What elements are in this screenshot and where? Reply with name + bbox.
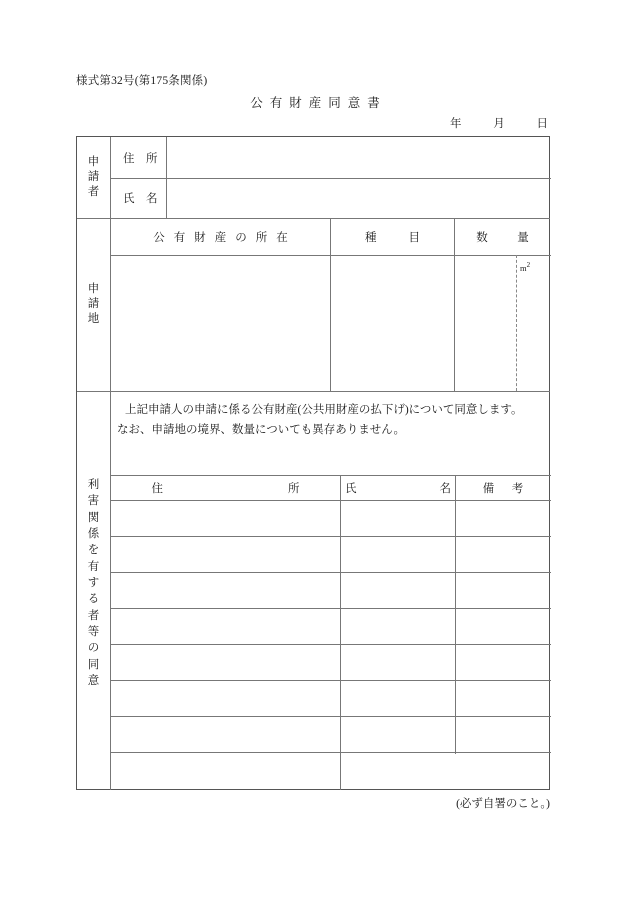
applicant-name-label: 氏 名 <box>123 193 158 205</box>
stakeholder-remarks-field-3[interactable] <box>456 573 550 608</box>
table-row <box>111 537 550 572</box>
land-value-quantity[interactable] <box>455 256 516 391</box>
stakeholder-name-field-4[interactable] <box>341 609 455 644</box>
stakeholder-header-address: 住 所 <box>151 483 334 495</box>
table-row <box>111 609 550 644</box>
stakeholder-remarks-field-1[interactable] <box>456 501 550 536</box>
stake-label-char-1: 害 <box>87 495 100 508</box>
land-unit-exponent: 2 <box>526 261 531 269</box>
applicant-label-char-0: 申 <box>87 156 100 169</box>
stake-label-char-8: 者 <box>87 609 100 622</box>
applicant-name-field[interactable] <box>167 179 550 217</box>
stake-label-char-10: の <box>87 642 100 655</box>
stake-label-char-6: す <box>87 576 100 589</box>
stake-label-char-7: る <box>87 593 100 606</box>
stakeholder-address-field-2[interactable] <box>111 537 340 572</box>
consent-statement-line2: なお、申請地の境界、数量についても異存ありません。 <box>117 424 405 436</box>
stake-label-char-11: 同 <box>87 658 100 671</box>
stakeholder-address-field-7[interactable] <box>111 717 340 752</box>
stakeholder-name-field-5[interactable] <box>341 645 455 680</box>
stakeholder-address-field-8[interactable] <box>111 753 340 790</box>
stakeholder-address-field-3[interactable] <box>111 573 340 608</box>
date-line <box>450 115 548 131</box>
land-header-location: 公有財産の所在 <box>153 231 297 244</box>
table-row <box>111 717 550 752</box>
stakeholder-remarks-field-5[interactable] <box>456 645 550 680</box>
signature-footnote: (必ず自署のこと。) <box>456 798 550 810</box>
stakeholder-name-field-8[interactable] <box>341 753 550 790</box>
land-label-char-0: 申 <box>87 283 100 296</box>
date-month-label: 月 <box>493 118 505 130</box>
stakeholder-address-field-5[interactable] <box>111 645 340 680</box>
stakeholder-address-field-4[interactable] <box>111 609 340 644</box>
land-quantity-unit <box>520 261 530 273</box>
consent-statement-line1: 上記申請人の申請に係る公有財産(公共用財産の払下げ)について同意します。 <box>125 404 523 416</box>
rule-land-end <box>77 391 550 392</box>
stakeholder-remarks-field-7[interactable] <box>456 717 550 752</box>
stakeholder-name-field-1[interactable] <box>341 501 455 536</box>
date-year-label: 年 <box>450 118 462 130</box>
land-header-category: 種 目 <box>365 231 423 244</box>
stakeholder-remarks-field-6[interactable] <box>456 681 550 716</box>
land-value-category[interactable] <box>331 256 454 391</box>
applicant-label-char-2: 者 <box>87 185 100 198</box>
stakeholder-address-field-6[interactable] <box>111 681 340 716</box>
date-day-label: 日 <box>536 118 548 130</box>
stakeholder-address-field-1[interactable] <box>111 501 340 536</box>
rule-land-unit-separator <box>516 255 517 391</box>
table-row <box>111 645 550 680</box>
main-form-table <box>76 136 550 790</box>
stakeholder-header-remarks: 備 考 <box>482 483 527 495</box>
stake-label-char-9: 等 <box>87 625 100 638</box>
stake-label-char-5: 有 <box>87 560 100 573</box>
table-row <box>111 681 550 716</box>
document-title: 公有財産同意書 <box>250 96 387 110</box>
table-row <box>111 573 550 608</box>
land-label-char-1: 請 <box>87 298 100 311</box>
stakeholder-header-name: 氏 名 <box>345 483 471 495</box>
land-value-location[interactable] <box>111 256 330 391</box>
stakeholder-section-label <box>77 477 110 767</box>
applicant-label-char-1: 請 <box>87 171 100 184</box>
table-row <box>111 753 550 790</box>
stake-label-char-12: 意 <box>87 674 100 687</box>
stake-label-char-2: 関 <box>87 511 100 524</box>
land-section-label <box>77 218 110 391</box>
form-code-label: 様式第32号(第175条関係) <box>76 75 208 87</box>
applicant-section-label <box>77 137 110 218</box>
stake-label-char-3: 係 <box>87 527 100 540</box>
stakeholder-remarks-field-2[interactable] <box>456 537 550 572</box>
stakeholder-name-field-7[interactable] <box>341 717 455 752</box>
applicant-address-field[interactable] <box>167 138 550 177</box>
applicant-address-label: 住 所 <box>123 152 158 165</box>
stake-label-char-4: を <box>87 544 100 557</box>
stake-label-char-0: 利 <box>87 479 100 491</box>
stakeholder-name-field-6[interactable] <box>341 681 455 716</box>
stakeholder-name-field-2[interactable] <box>341 537 455 572</box>
stakeholder-remarks-field-4[interactable] <box>456 609 550 644</box>
table-row <box>111 501 550 536</box>
land-unit-base: m <box>520 262 527 273</box>
land-header-quantity: 数 量 <box>476 231 538 244</box>
land-label-char-2: 地 <box>87 312 100 325</box>
stakeholder-name-field-3[interactable] <box>341 573 455 608</box>
